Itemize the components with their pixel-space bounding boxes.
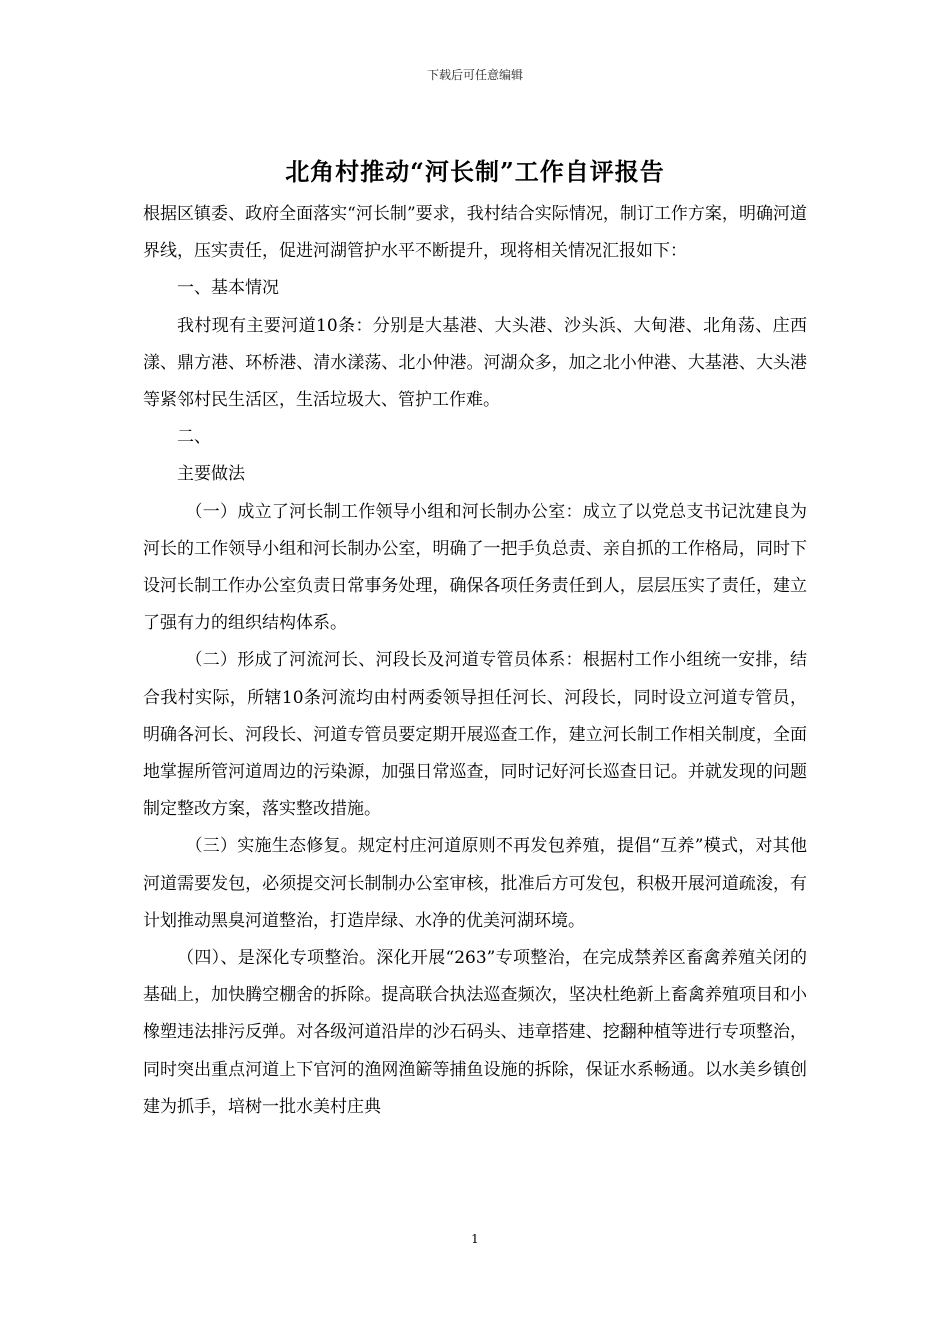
practice-paragraph-3: （三）实施生态修复。规定村庄河道原则不再发包养殖，提倡“互养”模式，对其他河道需要发包，必须提交河长制制办公室审核，批准后方可发包，积极开展河道疏浚，有计划推动黑臭河道整治，打造岸绿、水净的优美河湖环境。 (143, 836, 807, 931)
practice-paragraph-2: （二）形成了河流河长、河段长及河道专管员体系：根据村工作小组统一安排，结合我村实际，所辖10条河流均由村两委领导担任河长、河段长，同时设立河道专管员，明确各河长、河段长、河道专管员要定期开展巡查工作，建立河长制工作相关制度，全面地掌握所管河道周边的污染源，加强日常巡查，同时记好河长巡查日记。并就发现的问题制定整改方案，落实整改措施。 (143, 650, 807, 820)
page-number: 1 (471, 1232, 479, 1246)
practice-paragraph-4: （四）、是深化专项整治。深化开展“263”专项整治，在完成禁养区畜禽养殖关闭的基础上，加快腾空棚舍的拆除。提高联合执法巡查频次，坚决杜绝新上畜禽养殖项目和小橡塑违法排污反弹。对各级河道沿岸的沙石码头、违章搭建、挖翻种植等进行专项整治，同时突出重点河道上下官河的渔网渔簖等捕鱼设施的拆除，保证水系畅通。以水美乡镇创建为抓手，培树一批水美村庄典 (143, 948, 807, 1117)
document-title: 北角村推动“河长制”工作自评报告 (285, 157, 665, 186)
practice-paragraph-1: （一）成立了河长制工作领导小组和河长制办公室：成立了以党总支书记沈建良为河长的工作领导小组和河长制办公室，明确了一把手负总责、亲自抓的工作格局，同时下设河长制工作办公室负责日常事务处理，确保各项任务责任到人，层层压实了责任，建立了强有力的组织结构体系。 (143, 501, 807, 634)
page-header-note: 下载后可任意编辑 (426, 68, 523, 82)
document-body (143, 196, 807, 1126)
section-heading-basic: 一、基本情况 (177, 278, 279, 299)
basic-situation-paragraph: 我村现有主要河道10条：分别是大基港、大头港、沙头浜、大甸港、北角荡、庄西漾、鼎方港、环桥港、清水漾荡、北小仲港。河湖众多，加之北小仲港、大基港、大头港等紧邻村民生活区，生活垃圾大、管护工作难。 (143, 315, 807, 411)
intro-paragraph: 根据区镇委、政府全面落实“河长制”要求，我村结合实际情况，制订工作方案，明确河道界线，压实责任，促进河湖管护水平不断提升，现将相关情况汇报如下： (143, 204, 807, 262)
section-heading-practices: 主要做法 (177, 464, 245, 485)
section-number-two: 二、 (177, 427, 211, 448)
